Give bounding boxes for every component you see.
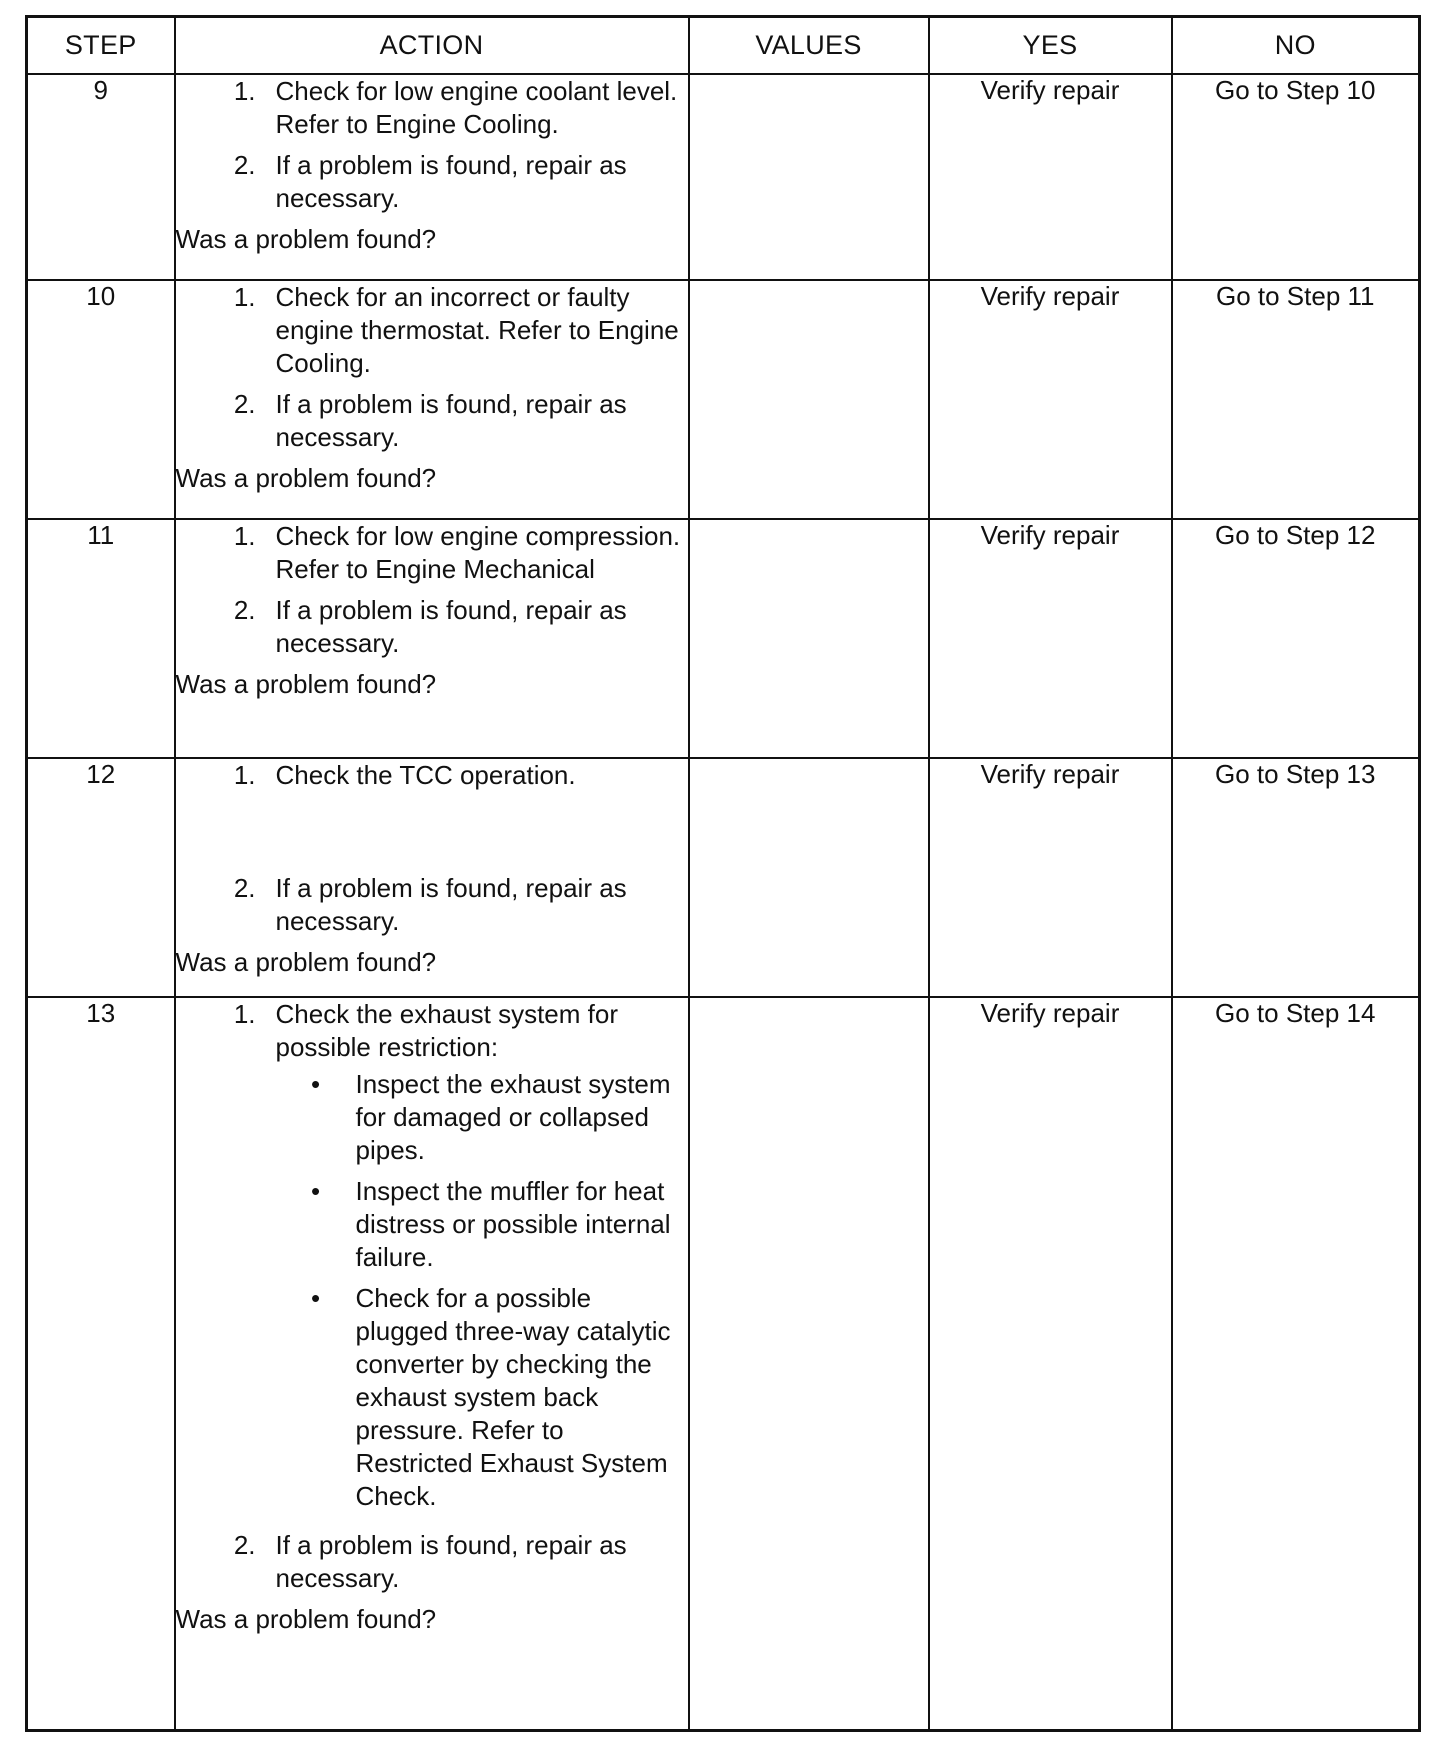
diagnostic-table-page <box>25 15 1418 1732</box>
action-item <box>176 149 688 215</box>
action-item <box>176 1529 688 1595</box>
action-cell <box>175 997 689 1731</box>
action-cell <box>175 519 689 758</box>
table-row <box>27 74 1420 280</box>
no-cell: Go to Step 12 <box>1172 519 1420 758</box>
header-action: ACTION <box>175 17 689 75</box>
item-text: If a problem is found, repair as necessary. <box>275 873 627 936</box>
step-number: 12 <box>27 758 175 997</box>
diagnostic-table <box>25 15 1421 1732</box>
step-number: 10 <box>27 280 175 519</box>
item-text-line: Check the exhaust system for possible restriction: <box>275 999 618 1062</box>
item-text <box>276 998 688 1521</box>
item-number: 2. <box>233 1530 256 1560</box>
action-question: Was a problem found? <box>175 669 437 699</box>
action-item <box>176 594 688 660</box>
yes-cell: Verify repair <box>929 74 1172 280</box>
spacer <box>176 800 688 872</box>
item-number: 2. <box>233 150 256 180</box>
action-cell <box>175 758 689 997</box>
bullet-item <box>276 1175 688 1274</box>
item-text: If a problem is found, repair as necessary. <box>275 595 627 658</box>
item-number: 1. <box>233 999 256 1029</box>
values-cell <box>689 519 929 758</box>
item-text-line: Check for low engine compression. <box>275 521 681 551</box>
bullet-glyph: • <box>310 1069 321 1099</box>
bullet-item <box>276 1282 688 1513</box>
item-number: 1. <box>233 282 256 312</box>
header-row <box>27 17 1420 75</box>
no-cell: Go to Step 11 <box>1172 280 1420 519</box>
item-text: Check for low engine coolant level. Refer to Engine Cooling. <box>275 76 678 139</box>
step-number: 9 <box>27 74 175 280</box>
values-cell <box>689 280 929 519</box>
item-number: 1. <box>233 76 256 106</box>
yes-cell: Verify repair <box>929 758 1172 997</box>
bullet-item <box>276 1068 688 1167</box>
table-row <box>27 758 1420 997</box>
header-values: VALUES <box>689 17 929 75</box>
yes-cell: Verify repair <box>929 280 1172 519</box>
action-item <box>176 998 688 1521</box>
table-row <box>27 519 1420 758</box>
action-question: Was a problem found? <box>175 463 437 493</box>
action-item <box>176 75 688 141</box>
action-item <box>176 520 688 586</box>
yes-cell: Verify repair <box>929 519 1172 758</box>
values-cell <box>689 74 929 280</box>
action-item <box>176 281 688 380</box>
action-cell <box>175 74 689 280</box>
step-number: 11 <box>27 519 175 758</box>
item-number: 1. <box>233 760 256 790</box>
bullet-text: Check for a possible plugged three-way catalytic converter by checking the exhaust system back pressure. Refer to Restricted Exhaust System Check. <box>355 1283 671 1511</box>
action-item <box>176 388 688 454</box>
header-yes: YES <box>929 17 1172 75</box>
bullet-text: Inspect the muffler for heat distress or possible internal failure. <box>355 1176 671 1272</box>
values-cell <box>689 997 929 1731</box>
action-question: Was a problem found? <box>175 947 437 977</box>
bullet-glyph: • <box>310 1283 321 1313</box>
item-text-line: Refer to Engine Mechanical <box>275 554 595 584</box>
item-text: If a problem is found, repair as necessary. <box>275 1530 627 1593</box>
item-number: 2. <box>233 595 256 625</box>
step-number: 13 <box>27 997 175 1731</box>
action-item <box>176 759 688 792</box>
item-number: 1. <box>233 521 256 551</box>
item-text: If a problem is found, repair as necessary. <box>275 150 627 213</box>
item-text: If a problem is found, repair as necessary. <box>275 389 627 452</box>
no-cell: Go to Step 13 <box>1172 758 1420 997</box>
values-cell <box>689 758 929 997</box>
no-cell: Go to Step 10 <box>1172 74 1420 280</box>
action-question: Was a problem found? <box>175 224 437 254</box>
item-number: 2. <box>233 389 256 419</box>
header-step: STEP <box>27 17 175 75</box>
header-no: NO <box>1172 17 1420 75</box>
item-text <box>276 520 688 586</box>
bullet-text: Inspect the exhaust system for damaged or collapsed pipes. <box>355 1069 671 1165</box>
action-item <box>176 872 688 938</box>
item-text: Check the TCC operation. <box>275 760 576 790</box>
table-row <box>27 280 1420 519</box>
bullet-glyph: • <box>310 1176 321 1206</box>
yes-cell: Verify repair <box>929 997 1172 1731</box>
table-row <box>27 997 1420 1731</box>
action-question: Was a problem found? <box>175 1604 437 1634</box>
no-cell: Go to Step 14 <box>1172 997 1420 1731</box>
item-number: 2. <box>233 873 256 903</box>
action-cell <box>175 280 689 519</box>
item-text: Check for an incorrect or faulty engine thermostat. Refer to Engine Cooling. <box>275 282 679 378</box>
